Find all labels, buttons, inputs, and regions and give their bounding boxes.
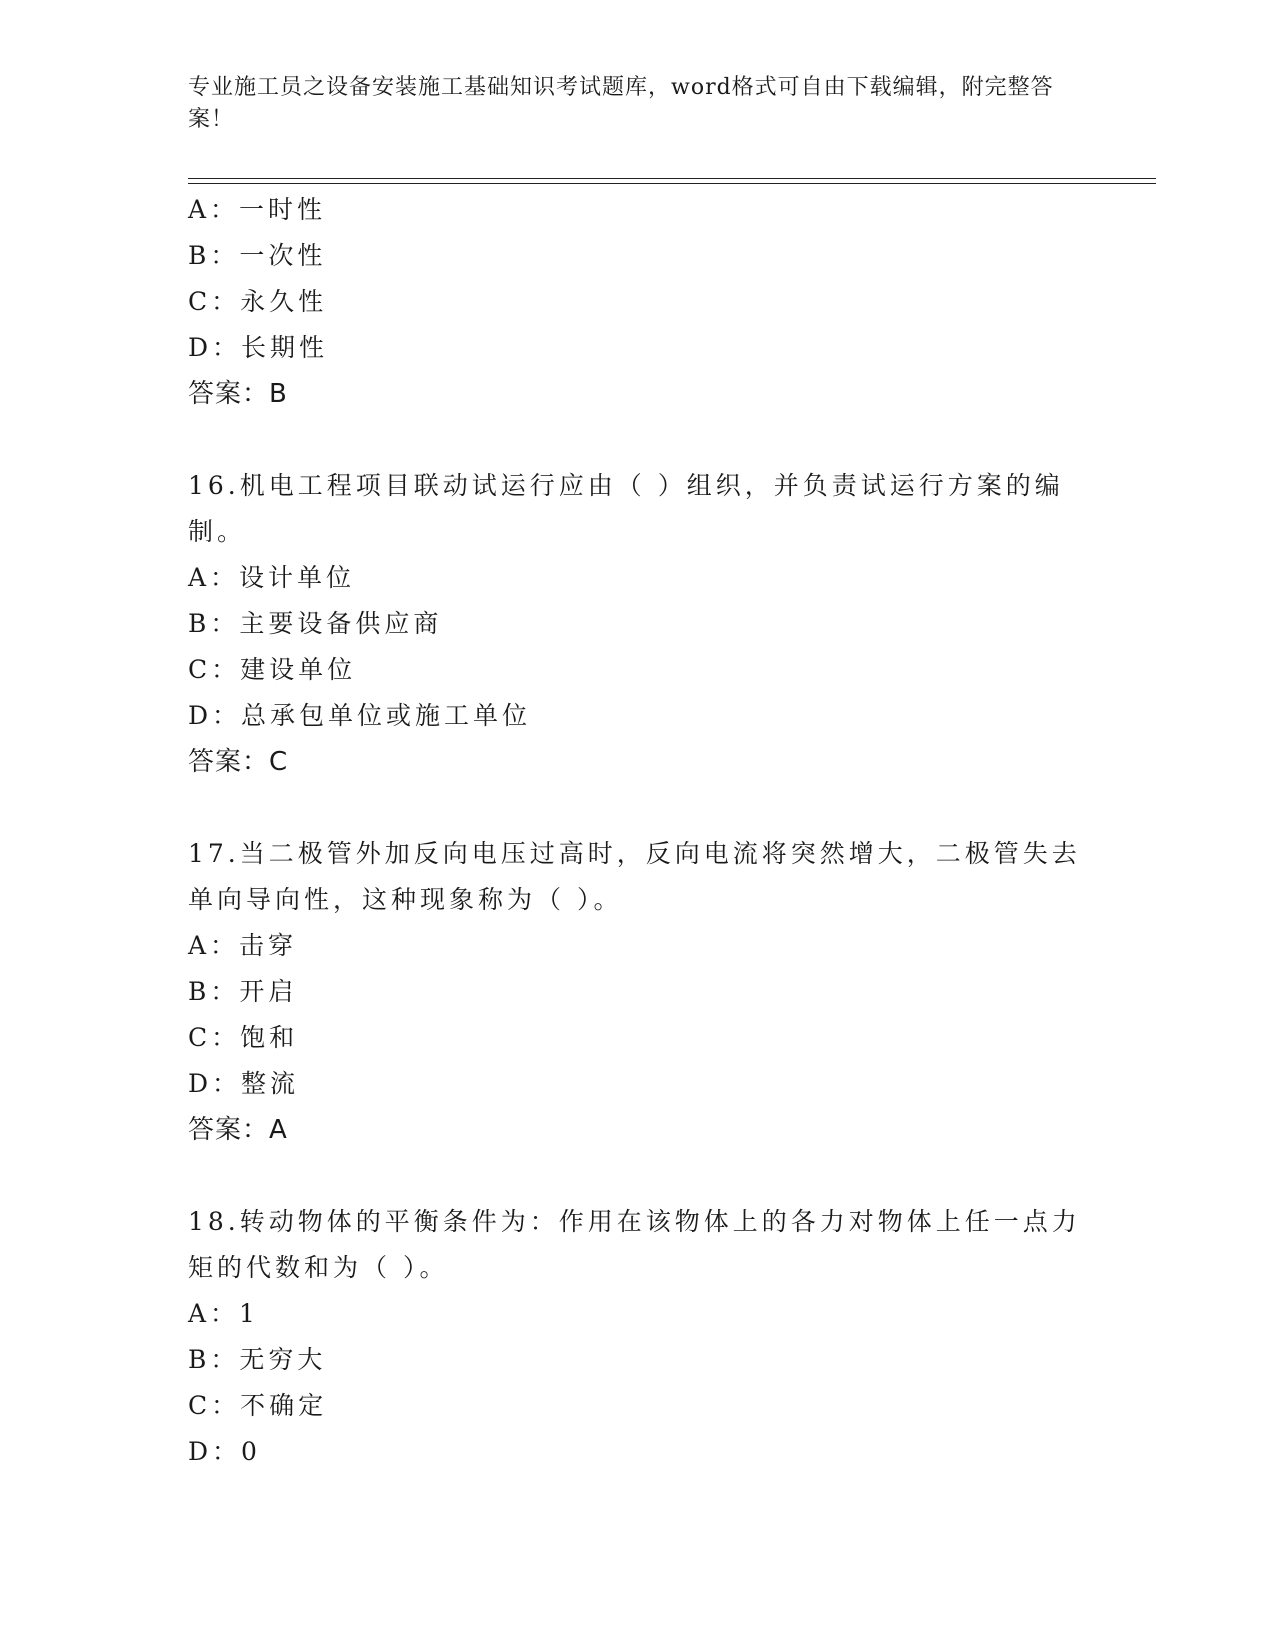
header-divider-top xyxy=(188,178,1156,179)
question-text-line-2: 矩的代数和为（ ）。 xyxy=(188,1253,449,1282)
option-d: D：整流 xyxy=(188,1069,300,1098)
document-header: 专业施工员之设备安装施工基础知识考试题库，word格式可自由下载编辑，附完整答案！ xyxy=(188,75,1054,132)
question-text-line-2: 制。 xyxy=(188,517,247,546)
option-d: D：长期性 xyxy=(188,333,329,362)
question-list xyxy=(188,187,1088,1475)
question-text-line-2: 单向导向性，这种现象称为（ ）。 xyxy=(188,885,623,914)
question-text-line-1: 18.转动物体的平衡条件为：作用在该物体上的各力对物体上任一点力 xyxy=(188,1207,1081,1236)
answer: 答案：B xyxy=(188,379,288,409)
option-a: A：一时性 xyxy=(188,195,327,224)
header-divider-bottom xyxy=(188,183,1156,184)
option-d: D：0 xyxy=(188,1437,261,1466)
option-d: D：总承包单位或施工单位 xyxy=(188,701,532,730)
option-c: C：永久性 xyxy=(188,287,328,316)
option-b: B：主要设备供应商 xyxy=(188,609,443,638)
spacer xyxy=(188,1153,1088,1199)
spacer xyxy=(188,785,1088,831)
spacer xyxy=(188,417,1088,463)
option-c: C：建设单位 xyxy=(188,655,357,684)
question-17 xyxy=(188,831,1088,1153)
option-b: B：开启 xyxy=(188,977,298,1006)
question-text-line-1: 17.当二极管外加反向电压过高时，反向电流将突然增大，二极管失去 xyxy=(188,839,1081,868)
answer: 答案：A xyxy=(188,1115,288,1145)
answer: 答案：C xyxy=(188,747,289,777)
question-text-line-1: 16.机电工程项目联动试运行应由（ ）组织，并负责试运行方案的编 xyxy=(188,471,1064,500)
option-a: A：设计单位 xyxy=(188,563,356,592)
option-b: B：无穷大 xyxy=(188,1345,327,1374)
option-b: B：一次性 xyxy=(188,241,327,270)
question-16 xyxy=(188,463,1088,785)
option-c: C：饱和 xyxy=(188,1023,299,1052)
option-a: A：1 xyxy=(188,1299,259,1328)
option-c: C：不确定 xyxy=(188,1391,328,1420)
option-a: A：击穿 xyxy=(188,931,298,960)
question-15 xyxy=(188,187,1088,417)
question-18 xyxy=(188,1199,1088,1475)
